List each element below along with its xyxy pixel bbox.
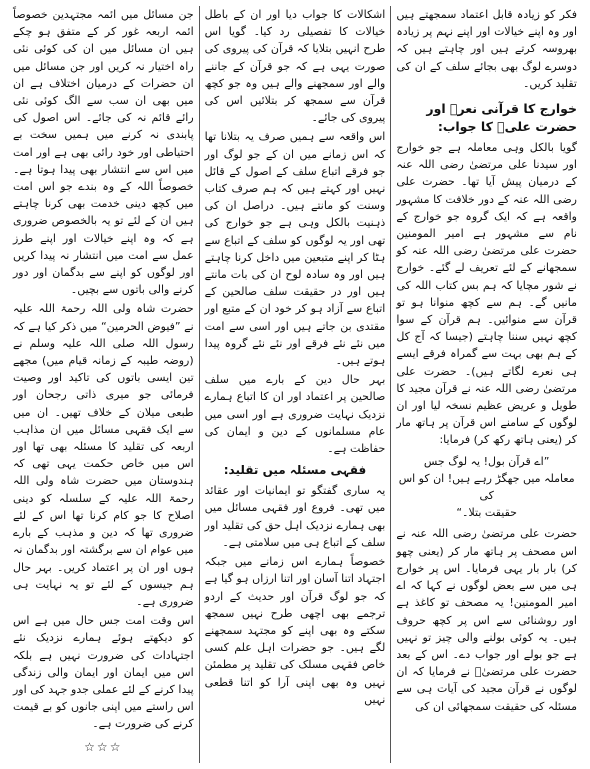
paragraph: اس وقت امت جس حال میں ہے اس کو دیکھتے ہوئے ہمارے نزدیک نئے اجتہادات کی ضرورت نہیں ہے بلکہ اس میں ایمان اور ایمان والی زندگی پیدا کرنے کے لئے عملی جدو جہد کی اور اس راستے میں اپنی جانوں کو بے قیمت کرنے کی ضرورت ہے۔ — [12, 614, 194, 731]
paragraph: حضرت علی مرتضیٰ رضی اللہ عنہ نے اس مصحف پر ہاتھ مار کر (یعنی چھو کر) بار بار یہی فرمایا۔ اس پر خوارج ہی میں سے بعض لوگوں نے کہا کہ اے امیر المومنین! یہ مصحف تو کاغذ ہے اور روشنائی سے اس پر کچھ حروف ہیں۔ یہ کوئی بولنے والی چیز تو نہیں ہے جو بولے اور جواب دے۔ اس کے بعد حضرت علی مرتضیٰؓ نے فرمایا کہ ان لوگوں نے قرآن مجید کی آیات ہی سے مسئلہ کی حقیقت سمجھائی ان کی — [396, 527, 577, 713]
column-middle — [200, 6, 392, 763]
section-heading: فقہی مسئلہ میں تقلید: — [223, 463, 367, 478]
paragraph: گویا بالکل وہی معاملہ ہے جو خوارج اور سیدنا علی مرتضیٰ رضی اللہ عنہ کے درمیان پیش آیا تھا۔ حضرت علی رضی اللہ عنہ کے دور خلافت کا مشہور واقعہ ہے کہ ایک گروہ جو خوارج کے نام سے مشہور ہے امیر المومنین حضرت علی مرتضیٰ رضی اللہ عنہ کو سمجھانے کے لئے تعریف لے گئے۔ خوارج نے شور مچایا کہ ہم بس کتاب اللہ کی مانیں گے۔ ہم سے کچھ منوانا ہو تو قرآن سے منوائیں۔ ہم قرآن کے سوا کچھ نہیں سننا چاہتے (جیسا کہ آج کل کے ہم بھی بہت سے گمراہ فرقے ایسے ہی نعرے لگاتے ہیں)۔ حضرت علی مرتضیٰ رضی اللہ عنہ نے قرآن مجید کا طویل و عریض عظیم نسخہ لیا اور ان لوگوں کے سامنے اس قرآن پر ہاتھ مار کر (یعنی ہاتھ رکھ کر) فرمایا: — [396, 141, 577, 447]
paragraph: بہر حال دین کے بارے میں سلف صالحین پر اعتماد اور ان کا اتباع ہمارے نزدیک نہایت ضروری ہے اور اسی میں عام مسلمانوں کے دین و ایمان کی حفاظت ہے۔ — [204, 373, 386, 456]
column-right — [391, 6, 582, 763]
quote-line: معاملہ میں جھگڑ رہے ہیں! ان کو اس کی — [398, 471, 575, 503]
quote-line: حقیقت بتلا۔“ — [456, 506, 517, 520]
section-heading: خوارج کا قرآنی نعرہ اور حضرت علیؓ کا جواب: — [426, 101, 577, 135]
paragraph: فکر کو زیادہ قابل اعتماد سمجھتے ہیں اور وہ اپنے خیالات اور اپنے نہم پر زیادہ بھروسہ کرتے ہیں اور چاہتے ہیں کہ دوسرے لوگ بھی بجائے سلف کے ان کی تقلید کریں۔ — [396, 8, 577, 90]
quote-line: ”اے قرآن بول! یہ لوگ جس — [423, 454, 550, 468]
paragraph: جن مسائل میں ائمہ مجتہدین خصوصاً ائمہ اربعہ غور کر کے متفق ہو چکے ہیں ان مسائل میں ان کی کوئی نئی راہ اختیار نہ کریں اور جن مسائل میں ان حضرات کے درمیان اختلاف ہے ان میں بھی ان سب سے الگ کوئی نئی رائے قائم نہ کی جائے۔ اس اصول کی پابندی نہ کرنے میں ہمیں سخت بے احتیاطی اور خود رائی بھی ہے اور امت میں اس سے انتشار بھی پیدا ہوتا ہے۔ خصوصاً اللہ کے وہ بندے جو اس امت میں کچھ دینی خدمت بھی کرنا چاہتے ہیں ان کے لئے تو یہ بالخصوص ضروری ہے کہ وہ اپنے خیالات اور اپنے طرز عمل سے امت میں انتشار نہ پیدا کریں اور لوگوں کو اپنے سے بدگمان اور دور کرنے والی باتوں سے بچیں۔ — [12, 8, 194, 297]
article-columns — [8, 6, 582, 763]
paragraph: خصوصاً ہمارے اس زمانے میں جبکہ اجتہاد اتنا آسان اور اتنا ارزاں ہو گیا ہے کہ جو لوگ قرآن اور حدیث کے اردو ترجمے بھی اچھی طرح نہیں سمجھ سکتے وہ بھی اپنے کو مجتہد سمجھنے لگے ہیں۔ جو حضرات اہل علم کسی خاص فقہی مسلک کی تقلید پر مطمئن نہیں وہ بھی اپنی آرا کو اتنا قطعی نہیں — [204, 555, 386, 706]
paragraph: اشکالات کا جواب دیا اور ان کے باطل خیالات کا تفصیلی رد کیا۔ گویا اس طرح انہیں بتلایا کہ قرآن کی پیروی کی صورت یہی ہے کہ جو قرآن کے جاننے والے اور سمجھنے والے ہیں وہ جو کچھ قرآن سے سمجھ کر بتلائیں اس کی پیروی کی جائے۔ — [204, 8, 386, 125]
paragraph: اس واقعہ سے ہمیں صرف یہ بتلانا تھا کہ اس زمانے میں ان کے جو لوگ اور جو فرقے اتباع سلف کے اصول کے قائل نہیں اور کہتے ہیں کہ ہم صرف کتاب وسنت کو مانتے ہیں۔ دراصل ان کی ذہنیت بالکل وہی ہے جو خوارج کی تھی اور یہ لوگوں کو سلف کے اتباع سے ہٹا کر اپنے متبعین میں داخل کرنا چاہتے ہیں اور وہ سادہ لوح ان کی بات مانتے ہیں اور در حقیقت سلف صالحین کے اتباع سے آزاد ہو کر خود ان کے متبع اور مقتدی بن جاتے ہیں اور اسی سے امت میں نئے نئے فرقے اور نئے نئے گروہ پیدا ہوتے ہیں۔ — [204, 130, 386, 368]
paragraph: یہ ساری گفتگو تو ایمانیات اور عقائد میں تھی۔ فروع اور فقہی مسائل میں بھی ہمارے نزدیک اہل حق کی تقلید اور سلف کے اتباع ہی میں سلامتی ہے۔ — [204, 484, 386, 549]
column-left — [8, 6, 200, 763]
end-stars: ☆☆☆ — [84, 739, 123, 754]
paragraph: حضرت شاہ ولی اللہ رحمۃ اللہ علیہ نے ”فیوض الحرمین“ میں ذکر کیا ہے کہ رسول اللہ صلی اللہ علیہ وسلم نے (روضہ طیبہ کے زمانہ قیام میں) مجھے تین ایسی باتوں کی تاکید اور وصیت فرمائی جو میری ذاتی رجحان اور طبعی میلان کے خلاف تھیں۔ ان میں سے ایک فقہی مسائل میں ان مذاہب اربعہ کی تقلید کا مسئلہ بھی تھا اور اس میں خاص حکمت یہی تھی کہ ہندوستان میں حضرت شاہ ولی اللہ رحمۃ اللہ علیہ کے سلسلہ کو دینی اصلاح کا جو کام کرنا تھا اس کے لئے ضروری تھا کہ دین و مذہب کے بارے میں عوام ان سے برگشتہ اور بدگمان نہ ہوں اور ان پر اعتماد کریں۔ بہر حال ہم جیسوں کے لئے تو یہ نہایت ہی ضروری ہے۔ — [12, 302, 194, 608]
quote — [396, 453, 577, 522]
